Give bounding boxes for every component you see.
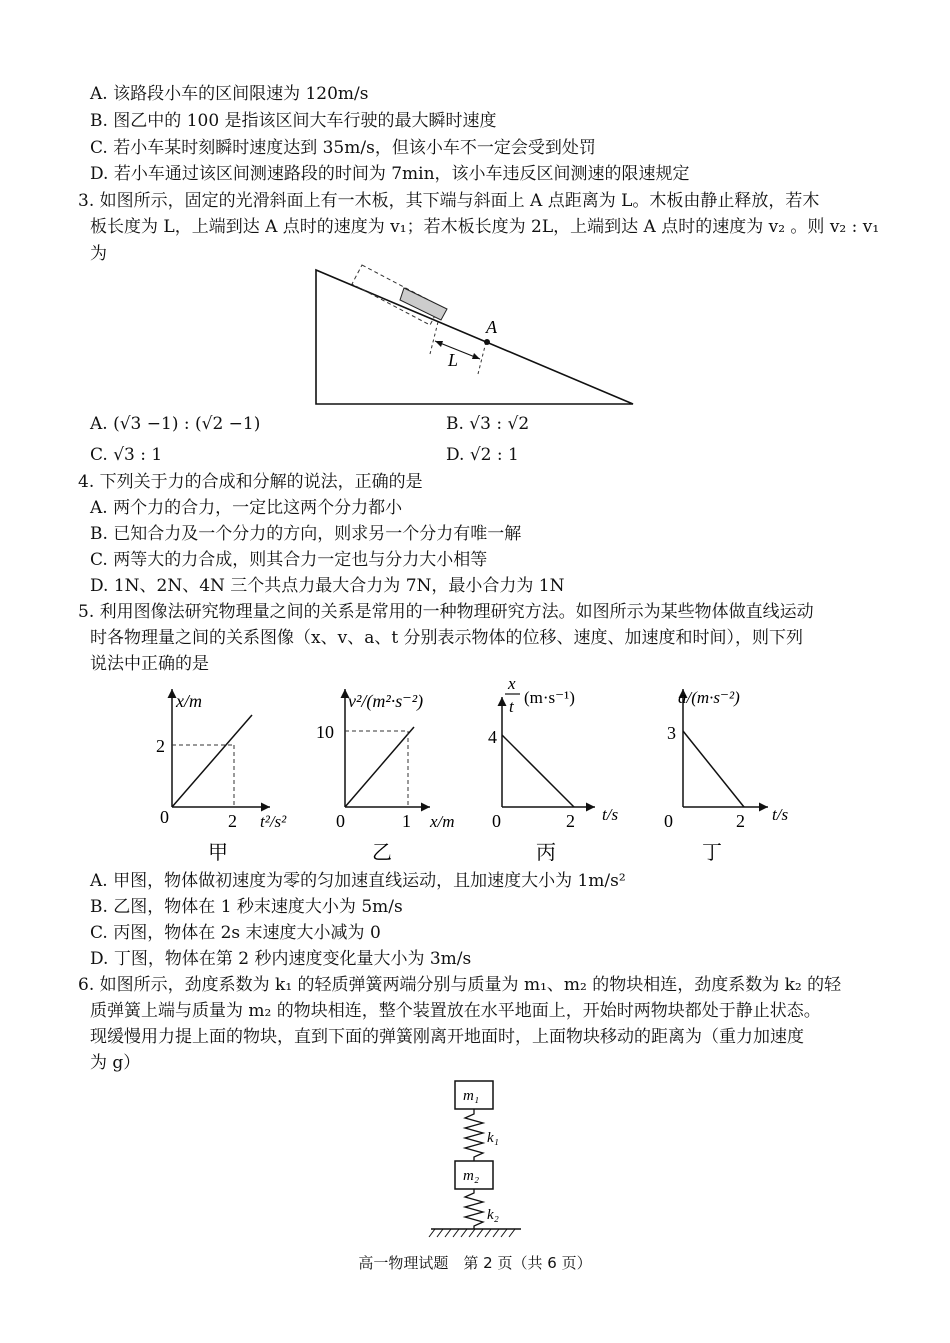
q3-incline-figure [300, 262, 645, 412]
q6-stem-line3: 现缓慢用力提上面的物块，直到下面的弹簧刚离开地面时，上面物块移动的距离为（重力加速度 [90, 1027, 804, 1047]
l-arrowhead-right [472, 353, 480, 359]
jia-origin: 0 [160, 807, 169, 827]
jia-line [172, 715, 252, 807]
graph-bing [488, 675, 618, 864]
l-arrowhead-left [435, 341, 443, 347]
bing-ylabel-unit: (m·s⁻¹) [524, 688, 575, 707]
bing-ytick: 4 [488, 727, 497, 747]
q6-stem-line2: 质弹簧上端与质量为 m₂ 的物块相连，整个装置放在水平地面上，开始时两物块都处于静止状态。 [90, 1001, 821, 1021]
yi-ytick: 10 [316, 722, 334, 742]
ding-caption: 丁 [702, 842, 722, 864]
ding-origin: 0 [664, 811, 673, 831]
m1-label: m₁ [463, 1088, 480, 1104]
ground-hatch [429, 1229, 515, 1237]
ding-line [683, 731, 744, 807]
q5-option-c: C. 丙图，物体在 2s 末速度大小减为 0 [90, 923, 381, 943]
yi-origin: 0 [336, 811, 345, 831]
q5-graphs [150, 675, 810, 870]
q5-option-d: D. 丁图，物体在第 2 秒内速度变化量大小为 3m/s [90, 949, 472, 969]
m2-label: m₂ [463, 1168, 480, 1184]
q3-option-b: B. √3 : √2 [446, 414, 530, 434]
bing-line [502, 735, 574, 807]
page-footer: 高一物理试题 第 2 页（共 6 页） [358, 1254, 592, 1272]
jia-caption: 甲 [208, 842, 228, 864]
yi-xtick: 1 [402, 811, 411, 831]
q4-option-a: A. 两个力的合力，一定比这两个分力都小 [90, 498, 403, 518]
ding-xtick: 2 [736, 811, 745, 831]
q3-option-c: C. √3 : 1 [90, 445, 163, 465]
bing-origin: 0 [492, 811, 501, 831]
spring-k2 [465, 1189, 483, 1229]
q2-option-d: D. 若小车通过该区间测速路段的时间为 7min，该小车违反区间测速的限速规定 [90, 164, 690, 184]
jia-xlabel: t²/s² [260, 812, 287, 831]
point-a-label: A [486, 317, 497, 337]
q2-option-a: A. 该路段小车的区间限速为 120m/s [90, 84, 369, 104]
q2-option-b: B. 图乙中的 100 是指该区间大车行驶的最大瞬时速度 [90, 111, 497, 131]
q4-stem: 4. 下列关于力的合成和分解的说法，正确的是 [78, 472, 423, 492]
yi-ylabel: v²/(m²·s⁻²) [348, 691, 424, 711]
ding-ytick: 3 [667, 723, 676, 743]
q6-stem-line4: 为 g） [90, 1053, 141, 1073]
q5-stem-line1: 5. 利用图像法研究物理量之间的关系是常用的一种物理研究方法。如图所示为某些物体做直线运动 [78, 602, 814, 622]
q5-stem-line3: 说法中正确的是 [90, 654, 209, 674]
yi-line [345, 727, 414, 807]
jia-ytick: 2 [156, 736, 165, 756]
k2-label: k₂ [487, 1207, 499, 1223]
q3-stem-line2: 板长度为 L，上端到达 A 点时的速度为 v₁；若木板长度为 2L，上端到达 A 点时的速度为 v₂ 。则 v₂ : v₁ [90, 217, 880, 237]
graph-ding [664, 688, 788, 864]
q4-option-d: D. 1N、2N、4N 三个共点力最大合力为 7N，最小合力为 1N [90, 576, 565, 596]
bing-xlabel: t/s [602, 805, 619, 824]
bing-xtick: 2 [566, 811, 575, 831]
q3-stem-line3: 为 [90, 244, 107, 264]
q3-option-a: A. (√3 −1) : (√2 −1) [90, 414, 261, 434]
bing-ylabel-den: t [509, 697, 514, 716]
graph-jia [156, 689, 287, 864]
point-a-dot [484, 339, 490, 345]
q3-option-d: D. √2 : 1 [446, 445, 519, 465]
bing-ylabel-num: x [508, 675, 516, 693]
yi-caption: 乙 [372, 842, 392, 864]
q5-option-a: A. 甲图，物体做初速度为零的匀加速直线运动，且加速度大小为 1m/s² [90, 871, 626, 891]
q6-stem-line1: 6. 如图所示，劲度系数为 k₁ 的轻质弹簧两端分别与质量为 m₁、m₂ 的物块相连，劲度系数为 k₂ 的轻 [78, 975, 842, 995]
ding-ylabel: a/(m·s⁻²) [678, 688, 740, 707]
graph-yi [316, 689, 455, 864]
distance-l-label: L [448, 350, 459, 370]
ding-xlabel: t/s [772, 805, 789, 824]
q4-option-b: B. 已知合力及一个分力的方向，则求另一个分力有唯一解 [90, 524, 522, 544]
l-marker-left [430, 322, 438, 354]
jia-ylabel: x/m [176, 691, 202, 711]
bing-caption: 丙 [536, 842, 556, 864]
q3-stem-line1: 3. 如图所示，固定的光滑斜面上有一木板，其下端与斜面上 A 点距离为 L。木板由静止释放，若木 [78, 191, 820, 211]
q2-option-c: C. 若小车某时刻瞬时速度达到 35m/s，但该小车不一定会受到处罚 [90, 138, 596, 158]
yi-xlabel: x/m [430, 812, 455, 831]
spring-k1 [465, 1109, 483, 1161]
q6-spring-figure [425, 1076, 535, 1241]
k1-label: k₁ [487, 1130, 499, 1146]
q5-stem-line2: 时各物理量之间的关系图像（x、v、a、t 分别表示物体的位移、速度、加速度和时间），则下列 [90, 628, 804, 648]
q4-option-c: C. 两等大的力合成，则其合力一定也与分力大小相等 [90, 550, 488, 570]
q5-option-b: B. 乙图，物体在 1 秒末速度大小为 5m/s [90, 897, 403, 917]
jia-xtick: 2 [228, 811, 237, 831]
l-marker-right [478, 342, 486, 374]
